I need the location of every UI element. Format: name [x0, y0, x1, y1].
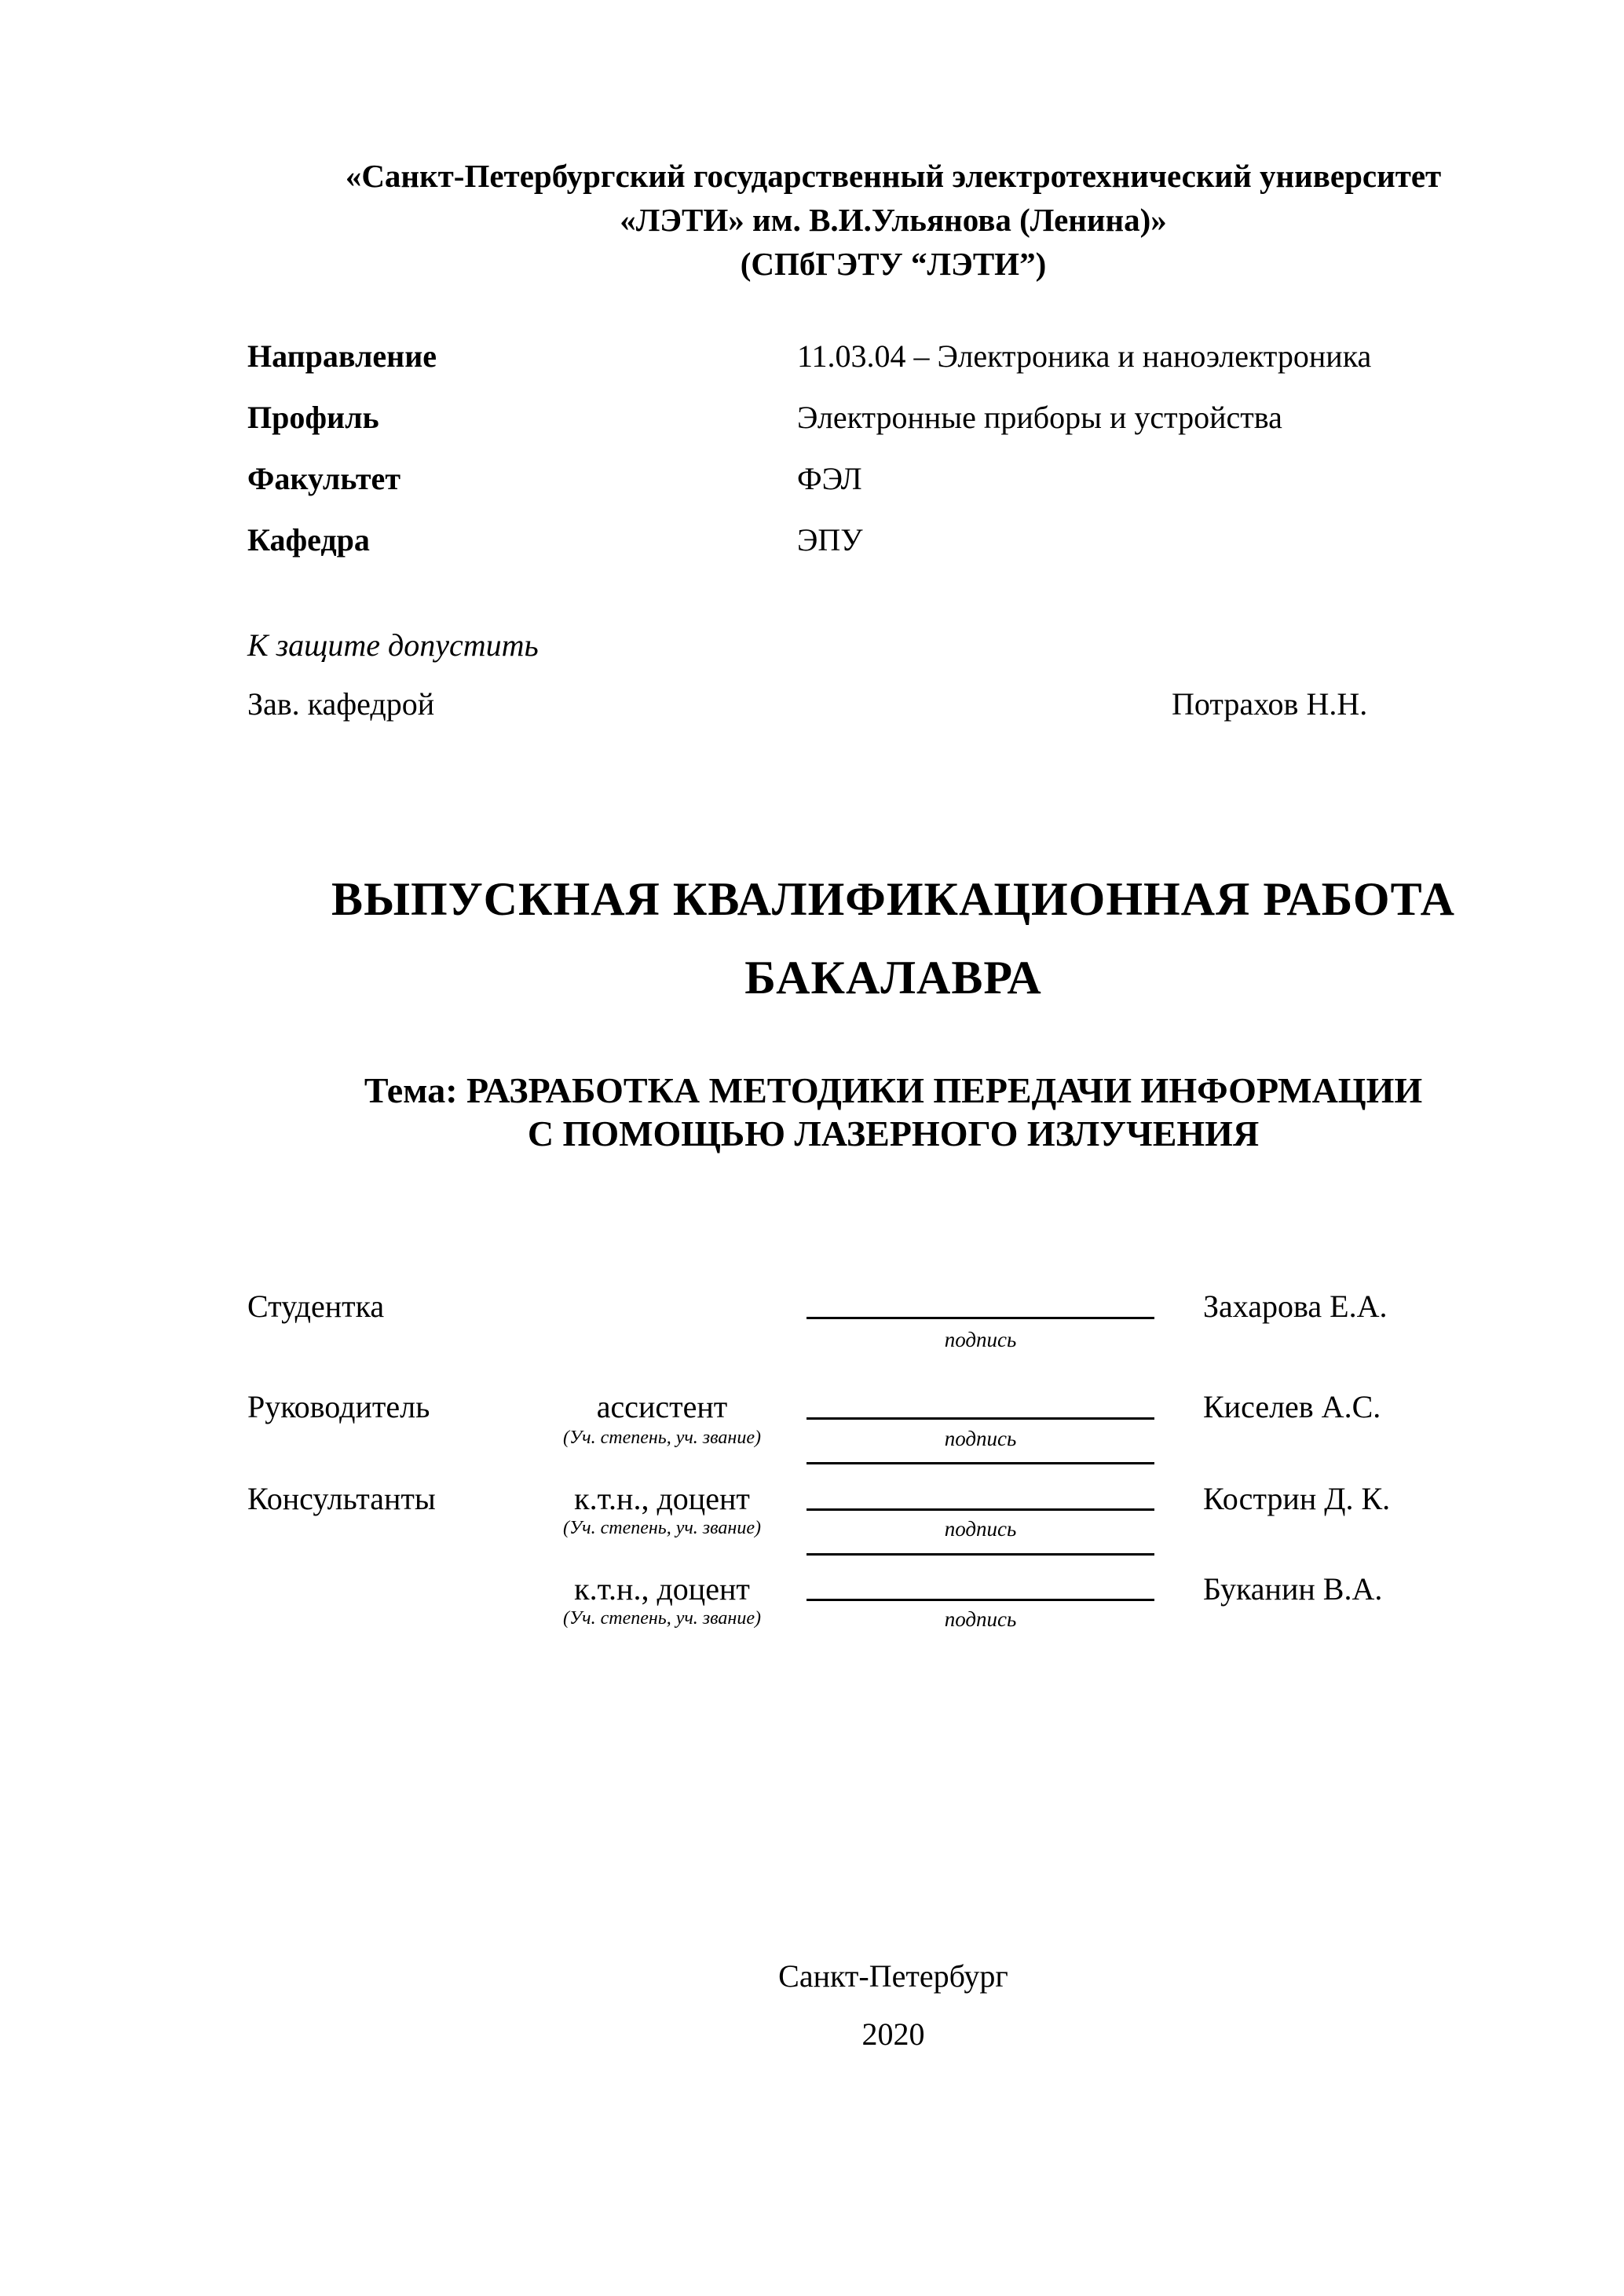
- thesis-theme-line2: С ПОМОЩЬЮ ЛАЗЕРНОГО ИЗЛУЧЕНИЯ: [527, 1113, 1260, 1153]
- consultant2-degree-caption: (Уч. степень, уч. звание): [563, 1608, 761, 1629]
- consultant1-degree: к.т.н., доцент: [574, 1481, 750, 1516]
- consultant2-signature-caption: подпись: [944, 1607, 1017, 1631]
- field-row-profile: [247, 387, 1539, 448]
- direction-value: 11.03.04 – Электроника и наноэлектроника: [797, 338, 1372, 374]
- city: Санкт-Петербург: [778, 1958, 1008, 1994]
- admission-phrase: К защите допустить: [247, 627, 539, 663]
- consultant1-signature-caption: подпись: [944, 1517, 1017, 1541]
- profile-value: Электронные приборы и устройства: [797, 400, 1282, 435]
- consultant2-degree: к.т.н., доцент: [574, 1571, 750, 1607]
- footer: [247, 1947, 1539, 2064]
- university-name-line1: «Санкт-Петербургский государственный электротехнический университет: [345, 158, 1442, 194]
- student-signature-caption: подпись: [944, 1328, 1017, 1351]
- consultant1-degree-caption: (Уч. степень, уч. звание): [563, 1518, 761, 1538]
- department-head-label: Зав. кафедрой: [247, 686, 435, 722]
- department-head-name: Потрахов Н.Н.: [1172, 686, 1368, 722]
- thesis-theme-line1: Тема: РАЗРАБОТКА МЕТОДИКИ ПЕРЕДАЧИ ИНФОРМАЦИИ: [364, 1070, 1423, 1110]
- field-row-faculty: [247, 448, 1539, 510]
- supervisor-degree: ассистент: [596, 1389, 728, 1424]
- student-name: Захарова Е.А.: [1203, 1289, 1388, 1324]
- consultant1-signature-line: [807, 1508, 1154, 1511]
- supervisor-signature-caption: подпись: [944, 1427, 1017, 1450]
- direction-label: Направление: [247, 338, 437, 374]
- supervisor-signature-line: [807, 1417, 1154, 1420]
- faculty-label: Факультет: [247, 461, 401, 496]
- student-signature-line: [807, 1317, 1154, 1319]
- faculty-value: ФЭЛ: [797, 461, 862, 496]
- department-label: Кафедра: [247, 522, 370, 558]
- supervisor-degree-caption: (Уч. степень, уч. звание): [563, 1428, 761, 1448]
- program-fields: [247, 326, 1539, 571]
- year: 2020: [861, 2016, 925, 2052]
- work-title-line2: БАКАЛАВРА: [744, 952, 1042, 1004]
- spacer-signature-line-2: [807, 1553, 1154, 1556]
- consultants-role-label: Консультанты: [247, 1481, 436, 1516]
- consultant2-name: Буканин В.А.: [1203, 1571, 1383, 1607]
- consultant1-name: Кострин Д. К.: [1203, 1481, 1391, 1516]
- work-title: [247, 860, 1539, 1017]
- field-row-direction: [247, 326, 1539, 387]
- university-header: [247, 154, 1539, 286]
- supervisor-name: Киселев А.С.: [1203, 1389, 1381, 1424]
- supervisor-role-label: Руководитель: [247, 1389, 430, 1424]
- university-abbreviation: (СПбГЭТУ “ЛЭТИ”): [740, 246, 1047, 282]
- student-role-label: Студентка: [247, 1289, 385, 1324]
- consultant2-signature-line: [807, 1599, 1154, 1601]
- department-value: ЭПУ: [797, 522, 863, 558]
- field-row-department: [247, 510, 1539, 571]
- thesis-theme: [247, 1069, 1539, 1155]
- work-title-line1: ВЫПУСКНАЯ КВАЛИФИКАЦИОННАЯ РАБОТА: [331, 873, 1455, 925]
- spacer-signature-line: [807, 1462, 1154, 1464]
- university-name-line2: «ЛЭТИ» им. В.И.Ульянова (Ленина)»: [620, 202, 1167, 238]
- profile-label: Профиль: [247, 400, 379, 435]
